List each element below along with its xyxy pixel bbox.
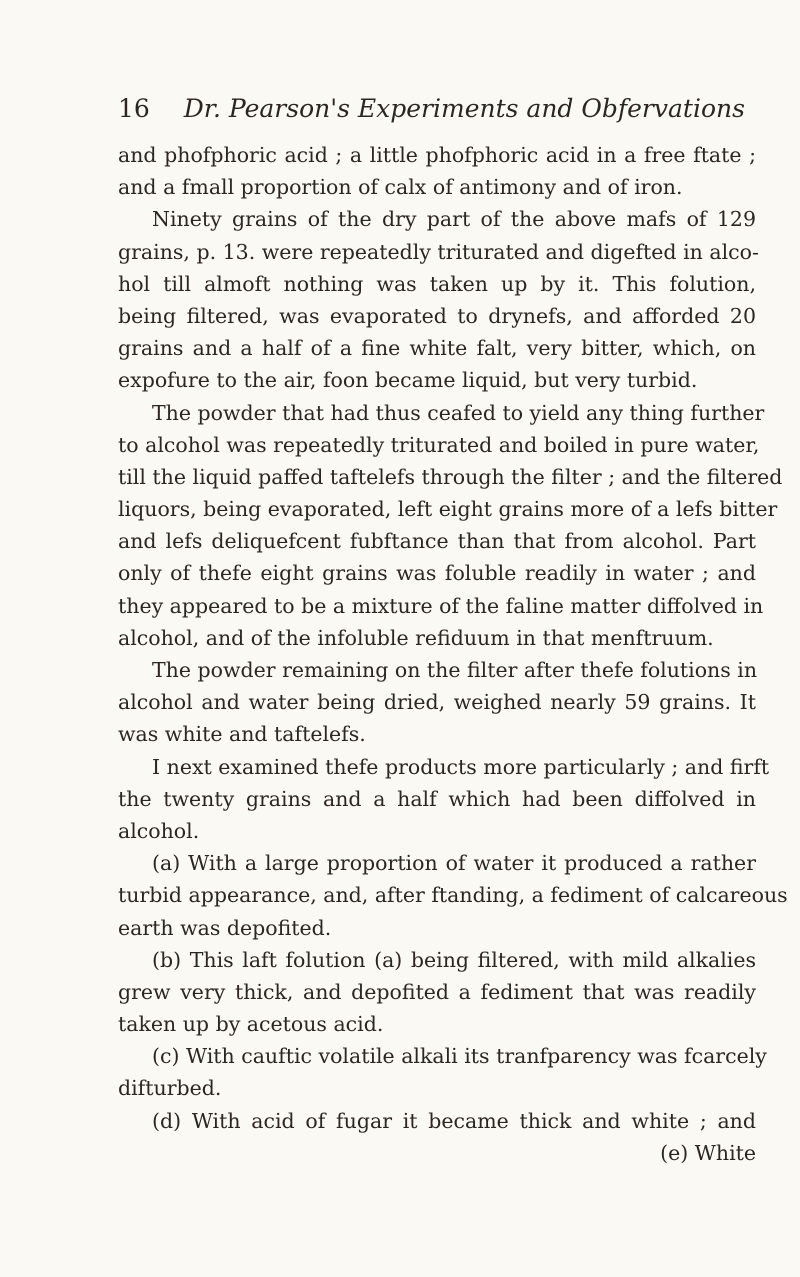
text-line: alcohol, and of the infoluble refiduum in that menftruum.	[118, 625, 714, 650]
text-line: and lefs deliquefcent fubftance than that from alcohol. Part	[118, 529, 756, 554]
header-author: Dr. Pearson's	[183, 94, 350, 123]
text-line: difturbed.	[118, 1076, 222, 1101]
text-line: (a) With a large proportion of water it produced a rather	[152, 851, 756, 876]
header-title: Experiments and Obfervations	[357, 94, 745, 123]
text-line: the twenty grains and a half which had been diffolved in	[118, 786, 756, 811]
text-line: till the liquid paffed taftelefs through the filter ; and the filtered	[118, 464, 783, 489]
running-header	[118, 94, 745, 124]
text-line: The powder that had thus ceafed to yield any thing further	[152, 400, 765, 425]
text-line: and a fmall proportion of calx of antimony and of iron.	[118, 175, 683, 200]
text-line: The powder remaining on the filter after thefe folutions in	[152, 658, 758, 682]
text-line: (c) With cauftic volatile alkali its tranfparency was fcarcely	[152, 1044, 767, 1069]
text-line: only of thefe eight grains was foluble readily in water ; and	[118, 561, 756, 586]
text-line: turbid appearance, and, after ftanding, a fediment of calcareous	[118, 883, 788, 908]
text-line: (d) With acid of fugar it became thick and white ; and	[152, 1108, 756, 1133]
text-line: alcohol and water being dried, weighed nearly 59 grains. It	[118, 690, 756, 715]
text-line: alcohol.	[118, 818, 200, 843]
text-line: Ninety grains of the dry part of the above mafs of 129	[152, 207, 756, 232]
body-text	[118, 139, 788, 1169]
text-line: grains, p. 13. were repeatedly triturated and digefted in alco-	[118, 239, 759, 264]
text-line: taken up by acetous acid.	[118, 1012, 384, 1037]
text-line: I next examined thefe products more particularly ; and firft	[152, 754, 770, 779]
text-line: being filtered, was evaporated to drynefs, and afforded 20	[118, 303, 756, 328]
text-line: hol till almoft nothing was taken up by it. This folution,	[118, 271, 756, 296]
text-line: to alcohol was repeatedly triturated and boiled in pure water,	[118, 432, 760, 457]
text-line: expofure to the air, foon became liquid, but very turbid.	[118, 368, 698, 393]
text-line: earth was depofited.	[118, 915, 332, 940]
text-line: grains and a half of a fine white falt, very bitter, which, on	[118, 336, 756, 361]
text-line: (b) This laft folution (a) being filtered, with mild alkalies	[152, 947, 756, 972]
text-line: was white and taftelefs.	[118, 722, 366, 747]
text-line: liquors, being evaporated, left eight grains more of a lefs bitter	[118, 497, 778, 522]
text-line: they appeared to be a mixture of the faline matter diffolved in	[118, 593, 764, 618]
text-line: and phofphoric acid ; a little phofphoric acid in a free ftate ;	[118, 143, 756, 167]
text-line: grew very thick, and depofited a fediment that was readily	[118, 979, 756, 1004]
text-line: (e) White	[660, 1140, 756, 1165]
page-number: 16	[118, 94, 150, 123]
